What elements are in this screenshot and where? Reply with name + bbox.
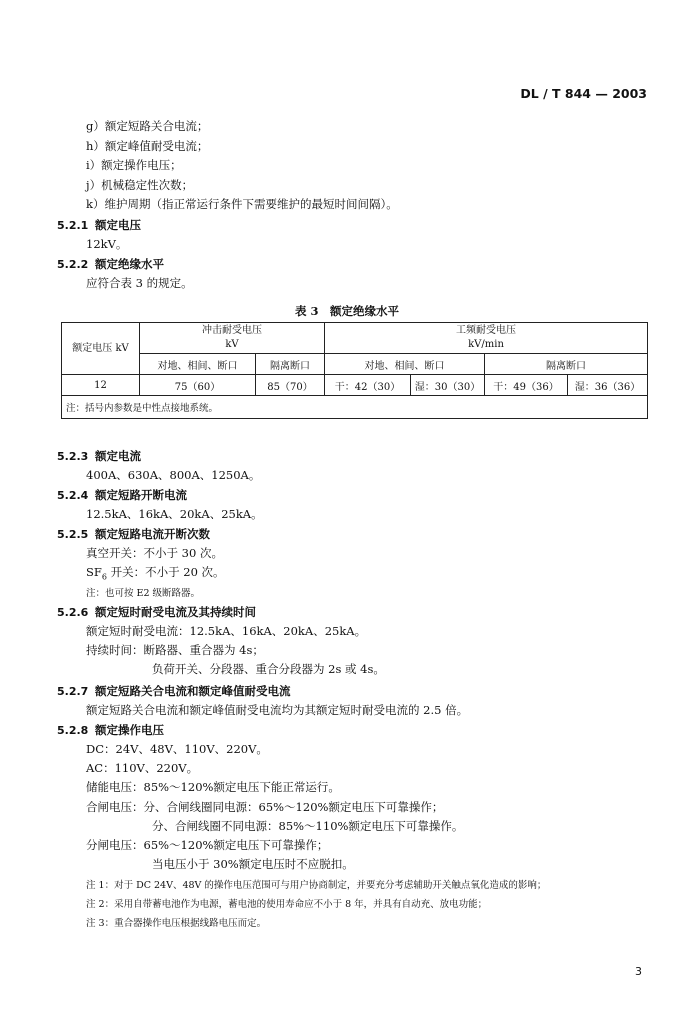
table-cell: 85（70） [256,375,325,396]
header-power-frequency-withstand: 工频耐受电压 kV/min [325,323,648,354]
section-5-2-8-line: AC：110V、220V。 [86,761,199,775]
section-number: 5.2.5 [57,528,89,541]
section-5-2-7-text: 额定短路关合电流和额定峰值耐受电流均为其额定短时耐受电流的 2.5 倍。 [86,703,469,717]
section-5-2-6-line1: 额定短时耐受电流：12.5kA、16kA、20kA、25kA。 [86,624,367,638]
section-number: 5.2.3 [57,450,89,463]
section-number: 5.2.2 [57,258,89,271]
section-5-2-6-line2: 持续时间：断路器、重合器为 4s； [86,643,264,657]
section-title: 额定短路关合电流和额定峰值耐受电流 [95,684,291,698]
section-5-2-4-text: 12.5kA、16kA、20kA、25kA。 [86,507,263,521]
section-5-2-8-note-3: 注 3：重合器操作电压根据线路电压而定。 [86,918,267,929]
section-5-2-3-heading [57,448,141,464]
subheader-power-isolating: 隔离断口 [485,354,648,375]
page-number: 3 [635,965,642,978]
table-3 [61,322,648,419]
list-item-h: h）额定峰值耐受电流； [86,139,209,153]
section-number: 5.2.6 [57,606,89,619]
section-number: 5.2.1 [57,219,89,232]
list-item-i: i）额定操作电压； [86,158,182,172]
subheader-power-phase: 对地、相间、断口 [325,354,485,375]
table-row [62,375,648,396]
section-title: 额定短路电流开断次数 [95,527,210,541]
document-code: DL / T 844 — 2003 [520,86,647,101]
section-number: 5.2.8 [57,724,89,737]
subheader-impulse-isolating: 隔离断口 [256,354,325,375]
section-5-2-8-line: 合闸电压：分、合闸线圈同电源：65%～120%额定电压下可靠操作； [86,800,444,814]
section-title: 额定短路开断电流 [95,488,187,502]
section-title: 额定短时耐受电流及其持续时间 [95,605,256,619]
table-cell: 湿：30（30） [411,375,485,396]
table-note: 注：括号内参数是中性点接地系统。 [62,396,648,419]
header-rated-voltage: 额定电压 kV [62,323,140,375]
table-cell: 12 [62,375,140,396]
section-5-2-4-heading [57,487,187,503]
header-impulse-withstand: 冲击耐受电压 kV [140,323,325,354]
section-5-2-1-text: 12kV。 [86,237,128,251]
section-5-2-6-heading [57,604,256,620]
section-5-2-8-line: 分、合闸线圈不同电源：85%～110%额定电压下可靠操作。 [152,819,464,833]
section-5-2-8-note-1: 注 1：对于 DC 24V、48V 的操作电压范围可与用户协商制定，并要充分考虑辅助开关触点氧化造成的影响； [86,880,547,891]
section-5-2-8-line: 分闸电压：65%～120%额定电压下可靠操作； [86,838,329,852]
section-5-2-2-text: 应符合表 3 的规定。 [86,276,193,290]
section-5-2-5-note: 注：也可按 E2 级断路器。 [86,588,201,599]
section-5-2-1-heading [57,217,141,233]
section-5-2-3-text: 400A、630A、800A、1250A。 [86,468,261,482]
list-item-j: j）机械稳定性次数； [86,178,194,192]
section-number: 5.2.7 [57,685,89,698]
section-5-2-8-line: DC：24V、48V、110V、220V。 [86,742,268,756]
section-5-2-8-line: 当电压小于 30%额定电压时不应脱扣。 [152,857,354,871]
list-item-k: k）维护周期（指正常运行条件下需要维护的最短时间间隔）。 [86,197,398,211]
table-cell: 75（60） [140,375,256,396]
section-number: 5.2.4 [57,489,89,502]
section-title: 额定电压 [95,218,141,232]
table-cell: 湿：36（36） [568,375,648,396]
table-3-caption: 表 3 额定绝缘水平 [294,304,399,318]
section-title: 额定电流 [95,449,141,463]
section-5-2-7-heading [57,683,291,699]
section-5-2-6-line3: 负荷开关、分段器、重合分段器为 2s 或 4s。 [152,662,385,676]
table-cell: 干：42（30） [325,375,411,396]
section-title: 额定绝缘水平 [95,257,164,271]
subheader-impulse-phase: 对地、相间、断口 [140,354,256,375]
section-title: 额定操作电压 [95,723,164,737]
table-cell: 干：49（36） [485,375,568,396]
section-5-2-8-note-2: 注 2：采用自带蓄电池作为电源，蓄电池的使用寿命应不小于 8 年，并具有自动充、放电功能； [86,899,488,910]
list-item-g: g）额定短路关合电流； [86,119,209,133]
section-5-2-2-heading [57,256,164,272]
section-5-2-8-heading [57,722,164,738]
section-5-2-5-heading [57,526,210,542]
section-5-2-8-line: 储能电压：85%～120%额定电压下能正常运行。 [86,780,340,794]
section-5-2-5-line1: 真空开关：不小于 30 次。 [86,546,223,560]
section-5-2-5-line2: $SF_6$ 开关：不小于 20 次。 [86,565,225,582]
